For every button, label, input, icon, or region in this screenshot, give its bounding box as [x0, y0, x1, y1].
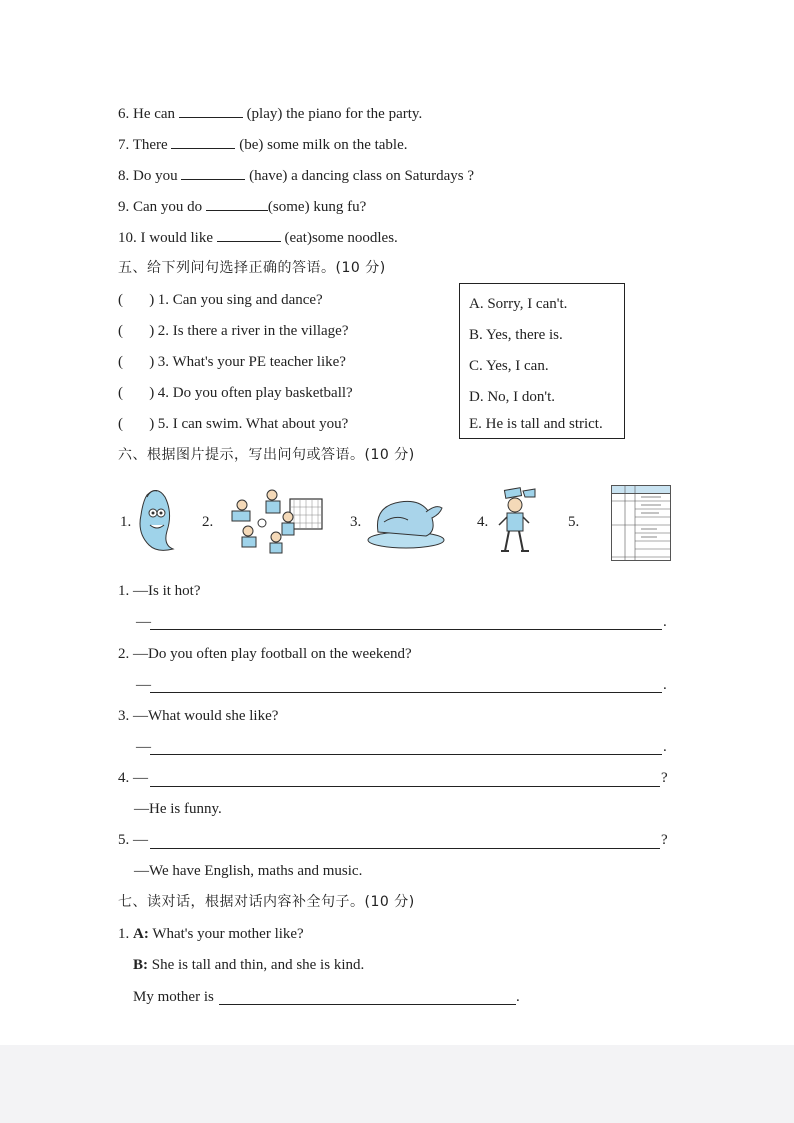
item-text: He can [133, 106, 176, 122]
question-text: 3. What's your PE teacher like? [157, 354, 346, 370]
dash: — [136, 677, 151, 693]
fill-item-8 [118, 165, 474, 186]
writing-line-5[interactable] [150, 848, 660, 849]
item-number: 2. [118, 646, 130, 662]
item-text: (some) kung fu? [267, 199, 367, 215]
item-number: 1. [118, 926, 130, 942]
answer-blank[interactable] [206, 196, 268, 211]
item-text: (be) some milk on the table. [239, 137, 408, 153]
section-5-title: 五、给下列问句选择正确的答语。(10 分) [118, 260, 386, 276]
item-number: 7. [118, 137, 130, 153]
fill-item-10 [118, 227, 398, 248]
answer-blank[interactable] [179, 103, 243, 118]
writing-line-2[interactable] [150, 692, 662, 693]
item-number: 1. [118, 583, 130, 599]
choice-question-2 [118, 321, 349, 341]
option-b: B. Yes, there is. [469, 327, 563, 343]
option-a: A. Sorry, I can't. [469, 296, 568, 312]
option-e: E. He is tall and strict. [469, 416, 603, 432]
item-text: Do you [133, 168, 178, 184]
answer-options-box [459, 283, 625, 439]
question-text: 2. Is there a river in the village? [157, 323, 349, 339]
prompt-text: —What would she like? [133, 708, 279, 724]
dialogue-text: What's your mother like? [152, 926, 304, 942]
prompt-text: —Is it hot? [133, 583, 201, 599]
pic-label-5: 5. [568, 514, 580, 530]
item-text: (have) a dancing class on Saturdays ? [249, 168, 475, 184]
roast-turkey-picture [366, 492, 446, 550]
end-punct: . [663, 739, 667, 755]
question-text: 4. Do you often play basketball? [157, 385, 353, 401]
page-bottom-margin [0, 1045, 794, 1123]
prompt-text: —Do you often play football on the weekend? [133, 646, 412, 662]
end-punct: ? [661, 832, 668, 848]
completion-writing-line[interactable] [219, 1004, 516, 1005]
pic-label-1: 1. [120, 514, 132, 530]
choice-question-4 [118, 383, 353, 403]
end-punct: . [516, 989, 520, 1005]
picture-question-1 [118, 581, 201, 601]
dash: — [133, 770, 148, 786]
item-number: 4. [118, 770, 130, 786]
reply-text-4: —He is funny. [134, 801, 222, 817]
choice-question-3 [118, 352, 346, 372]
writing-line-3[interactable] [150, 754, 662, 755]
section-7-title: 七、读对话，根据对话内容补全句子。(10 分) [118, 894, 415, 910]
picture-question-2 [118, 644, 412, 664]
answer-paren[interactable]: ( ) [118, 385, 155, 401]
ghost-hot-picture [133, 487, 181, 555]
speaker-a-label: A: [133, 926, 149, 942]
end-punct: ? [661, 770, 668, 786]
dash: — [133, 832, 148, 848]
answer-paren[interactable]: ( ) [118, 292, 155, 308]
fill-item-9 [118, 196, 366, 217]
answer-paren[interactable]: ( ) [118, 323, 155, 339]
answer-blank[interactable] [181, 165, 245, 180]
sentence-start: My mother is [133, 989, 214, 1005]
item-number: 9. [118, 199, 130, 215]
end-punct: . [663, 614, 667, 630]
question-text: 1. Can you sing and dance? [157, 292, 323, 308]
answer-paren[interactable]: ( ) [118, 416, 155, 432]
choice-question-1 [118, 290, 323, 310]
item-number: 8. [118, 168, 130, 184]
picture-question-4 [118, 768, 148, 788]
writing-line-1[interactable] [150, 629, 662, 630]
football-picture [218, 487, 326, 559]
answer-blank[interactable] [217, 227, 281, 242]
dialogue-text: She is tall and thin, and she is kind. [151, 957, 365, 973]
item-number: 10. [118, 230, 137, 246]
item-text: (eat)some noodles. [284, 230, 398, 246]
item-number: 5. [118, 832, 130, 848]
section-6-title: 六、根据图片提示，写出问句或答语。(10 分) [118, 447, 415, 463]
pic-label-2: 2. [202, 514, 214, 530]
dialogue-line-a [118, 924, 304, 944]
fill-item-7 [118, 134, 408, 155]
picture-question-5 [118, 830, 148, 850]
pic-label-4: 4. [477, 514, 489, 530]
item-text: (play) the piano for the party. [246, 106, 423, 122]
timetable-picture [611, 485, 671, 561]
end-punct: . [663, 677, 667, 693]
answer-line-3 [136, 737, 151, 757]
completion-sentence [133, 987, 214, 1007]
choice-question-5 [118, 414, 348, 434]
item-text: I would like [140, 230, 213, 246]
answer-line-1 [136, 612, 151, 632]
item-number: 6. [118, 106, 130, 122]
item-text: There [132, 137, 168, 153]
question-text: 5. I can swim. What about you? [157, 416, 349, 432]
answer-paren[interactable]: ( ) [118, 354, 155, 370]
picture-question-3 [118, 706, 278, 726]
answer-line-2 [136, 675, 151, 695]
writing-line-4[interactable] [150, 786, 660, 787]
item-text: Can you do [133, 199, 203, 215]
funny-man-picture [495, 487, 541, 557]
answer-blank[interactable] [171, 134, 235, 149]
reply-text-5: —We have English, maths and music. [134, 863, 363, 879]
fill-item-6 [118, 103, 422, 124]
dash: — [136, 739, 151, 755]
pic-label-3: 3. [350, 514, 362, 530]
dialogue-line-b [133, 955, 364, 975]
option-c: C. Yes, I can. [469, 358, 549, 374]
option-d: D. No, I don't. [469, 389, 556, 405]
item-number: 3. [118, 708, 130, 724]
speaker-b-label: B: [133, 957, 148, 973]
dash: — [136, 614, 151, 630]
